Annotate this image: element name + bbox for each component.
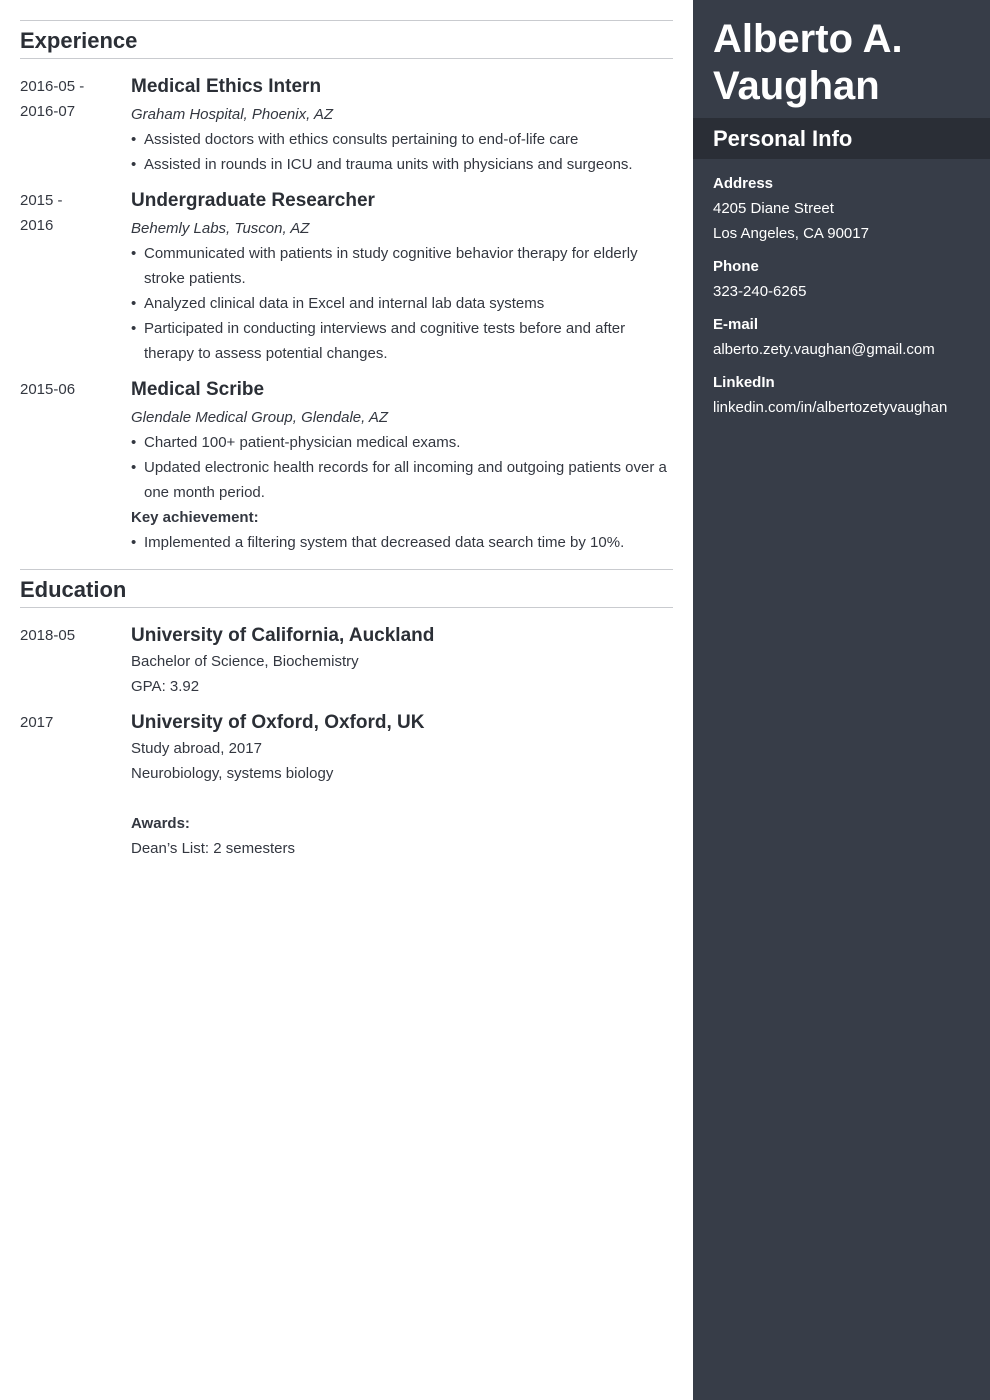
entry-body [131, 73, 673, 177]
email-group [713, 312, 970, 362]
duties-list [131, 430, 673, 505]
education-entry [20, 709, 673, 861]
entry-body [131, 187, 673, 366]
duty-item: • Participated in conducting interviews and cognitive tests before and after therapy to assess potential changes. [131, 316, 673, 366]
awards-label: Awards: [131, 815, 190, 832]
email-link[interactable]: alberto.zety.vaughan@gmail.com [713, 341, 935, 358]
linkedin-label: LinkedIn [713, 374, 775, 391]
entry-date: 2015-06 [20, 381, 76, 398]
duty-item: • Analyzed clinical data in Excel and internal lab data systems [131, 291, 673, 316]
school-name: University of Oxford, Oxford, UK [131, 712, 425, 733]
experience-entry [20, 376, 673, 555]
resume-sidebar [693, 0, 990, 1400]
gpa: GPA: 3.92 [131, 678, 200, 695]
entry-body [131, 622, 673, 699]
linkedin-link[interactable]: linkedin.com/in/albertozetyvaughan [713, 399, 948, 416]
name-line-1: Alberto A. [713, 17, 903, 61]
phone-value: 323-240-6265 [713, 283, 807, 300]
experience-heading: Experience [20, 20, 673, 59]
duty-item: • Updated electronic health records for all incoming and outgoing patients over a one month period. [131, 455, 673, 505]
achievement-list [131, 530, 673, 555]
linkedin-group [713, 370, 970, 420]
entry-date: 2015 - 2016 [20, 192, 63, 234]
address-label: Address [713, 175, 774, 192]
coursework: Neurobiology, systems biology [131, 765, 334, 782]
employer: Glendale Medical Group, Glendale, AZ [131, 409, 389, 426]
address-line-1: 4205 Diane Street [713, 200, 834, 217]
school-name: University of California, Auckland [131, 625, 435, 646]
employer: Behemly Labs, Tuscon, AZ [131, 220, 310, 237]
job-title: Undergraduate Researcher [131, 190, 375, 211]
name-line-2: Vaughan [713, 64, 880, 108]
education-heading: Education [20, 569, 673, 608]
entry-date: 2016-05 - 2016-07 [20, 78, 85, 120]
duties-list [131, 241, 673, 366]
entry-body [131, 709, 673, 861]
program: Study abroad, 2017 [131, 740, 262, 757]
address-line-2: Los Angeles, CA 90017 [713, 225, 869, 242]
email-label: E-mail [713, 316, 759, 333]
candidate-name [693, 0, 990, 118]
phone-group [713, 254, 970, 304]
resume-main-column [20, 20, 673, 875]
personal-info-heading: Personal Info [693, 118, 990, 159]
education-list [20, 608, 673, 875]
personal-info [693, 159, 990, 420]
experience-entry [20, 73, 673, 177]
award-value: Dean’s List: 2 semesters [131, 840, 295, 857]
education-entry [20, 622, 673, 699]
experience-list [20, 59, 673, 569]
degree: Bachelor of Science, Biochemistry [131, 653, 359, 670]
phone-label: Phone [713, 258, 759, 275]
entry-date: 2017 [20, 714, 54, 731]
address-group [713, 171, 970, 246]
achievement-item: • Implemented a filtering system that decreased data search time by 10%. [131, 530, 673, 555]
key-achievement-label: Key achievement: [131, 509, 259, 526]
duty-item: • Charted 100+ patient-physician medical exams. [131, 430, 673, 455]
employer: Graham Hospital, Phoenix, AZ [131, 106, 334, 123]
experience-entry [20, 187, 673, 366]
duty-item: • Communicated with patients in study cognitive behavior therapy for elderly stroke patients. [131, 241, 673, 291]
entry-body [131, 376, 673, 555]
duties-list [131, 127, 673, 177]
job-title: Medical Scribe [131, 379, 265, 400]
spacer [131, 786, 673, 811]
duty-item: • Assisted in rounds in ICU and trauma units with physicians and surgeons. [131, 152, 673, 177]
entry-date: 2018-05 [20, 627, 76, 644]
job-title: Medical Ethics Intern [131, 76, 322, 97]
duty-item: • Assisted doctors with ethics consults pertaining to end-of-life care [131, 127, 673, 152]
